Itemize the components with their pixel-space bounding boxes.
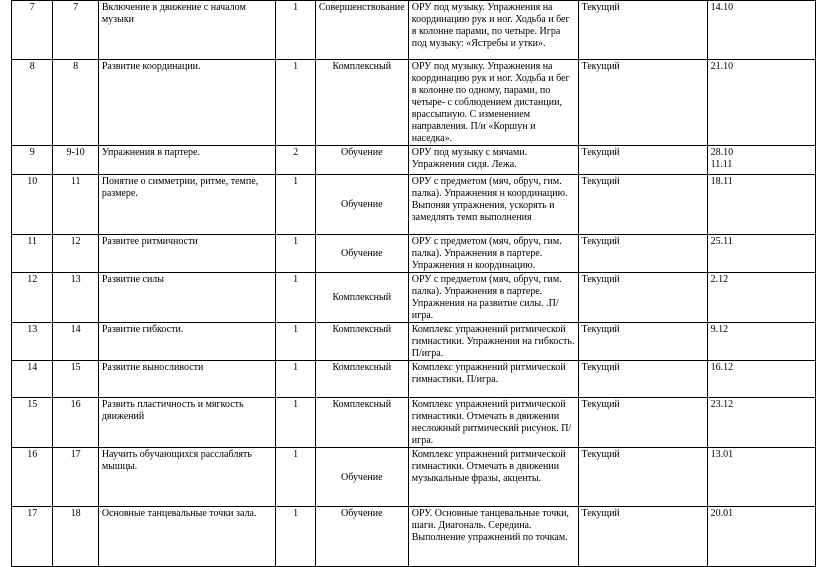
lesson-number: 15 [53,361,98,398]
lesson-topic: Понятие о симметрии, ритме, темпе, размере. [98,175,276,235]
table-row [12,361,816,398]
row-number: 13 [12,323,53,361]
control-type: Текущий [578,60,707,146]
control-type: Текущий [578,146,707,175]
table-row [12,235,816,273]
lesson-hours: 1 [276,361,315,398]
lesson-content: ОРУ. Основные танцевальные точки, шаги. Диагональ. Середина. Выполнение упражнений по точкам. [408,507,578,567]
lesson-number: 8 [53,60,98,146]
lesson-date: 16.12 [707,361,815,398]
lesson-date: 21.10 [707,60,815,146]
lesson-topic: Развитие силы [98,273,276,323]
lesson-number: 13 [53,273,98,323]
control-type: Текущий [578,507,707,567]
control-type: Текущий [578,448,707,507]
lesson-content: ОРУ под музыку с мячами. Упражнения сидя. Лежа. [408,146,578,175]
row-number: 17 [12,507,53,567]
lesson-hours: 1 [276,507,315,567]
lesson-date: 28.10 [710,147,734,158]
lesson-topic: Включение в движение с началом музыки [98,1,276,60]
lesson-date-second: 11.11 [710,159,733,170]
lesson-date: 20.01 [707,507,815,567]
lesson-number: 18 [53,507,98,567]
row-number: 8 [12,60,53,146]
table-row [12,507,816,567]
lesson-hours: 1 [276,448,315,507]
control-type: Текущий [578,235,707,273]
lesson-type: Комплексный [315,398,408,448]
lesson-type: Комплексный [315,323,408,361]
lesson-number: 16 [53,398,98,448]
lesson-date: 25.11 [707,235,815,273]
control-type: Текущий [578,323,707,361]
lesson-hours: 1 [276,175,315,235]
lesson-date: 9.12 [707,323,815,361]
lesson-number: 12 [53,235,98,273]
table-row [12,60,816,146]
row-number: 14 [12,361,53,398]
lesson-type: Комплексный [315,273,408,323]
control-type: Текущий [578,175,707,235]
lesson-topic: Развитие выносливости [98,361,276,398]
lesson-content: ОРУ с предметом (мяч, обруч, гим. палка). Упражнения в партере. Упражнения н координацию. [408,235,578,273]
lesson-topic: Развить пластичность и мягкость движений [98,398,276,448]
lesson-content: ОРУ с предметом (мяч, обруч, гим. палка). Упражнения н координацию. Выпоняя упражнения, ускорять и замедлять темп выполнения [408,175,578,235]
control-type: Текущий [578,398,707,448]
lesson-topic: Развитие координации. [98,60,276,146]
table-row [12,1,816,60]
lesson-type: Совершенствование [315,1,408,60]
lesson-type: Обучение [315,448,408,507]
lesson-number: 7 [53,1,98,60]
lesson-content: Комплекс упражнений ритмической гимнастики. Отмечать в движении несложный ритмический рисунок. П/игра. [408,398,578,448]
control-type: Текущий [578,273,707,323]
table-row [12,146,816,175]
lesson-date: 23.12 [707,398,815,448]
lesson-plan-table [11,0,816,567]
row-number: 12 [12,273,53,323]
lesson-date: 18.11 [707,175,815,235]
lesson-type: Обучение [315,235,408,273]
control-type: Текущий [578,1,707,60]
lesson-hours: 1 [276,1,315,60]
table-row [12,323,816,361]
row-number: 9 [12,146,53,175]
lesson-topic: Основные танцевальные точки зала. [98,507,276,567]
lesson-topic: Развитие гибкости. [98,323,276,361]
table-row [12,273,816,323]
lesson-content: Комплекс упражнений ритмической гимнастики. Упражнения на гибкость. П/игра. [408,323,578,361]
lesson-hours: 1 [276,398,315,448]
lesson-content: ОРУ под музыку. Упражнения на координацию рук и ног. Ходьба и бег в колонне по одному, парами, по четыре- с соблюдением дистанции, врассыпную. С изменением направления. П/и «Коршун и наседка». [408,60,578,146]
row-number: 16 [12,448,53,507]
lesson-hours: 1 [276,323,315,361]
table-row [12,175,816,235]
row-number: 15 [12,398,53,448]
row-number: 10 [12,175,53,235]
lesson-date: 13.01 [707,448,815,507]
lesson-hours: 1 [276,235,315,273]
lesson-type: Обучение [315,175,408,235]
lesson-dates [707,146,815,175]
lesson-number: 11 [53,175,98,235]
lesson-type: Комплексный [315,60,408,146]
lesson-hours: 1 [276,273,315,323]
row-number: 11 [12,235,53,273]
row-number: 7 [12,1,53,60]
lesson-date: 14.10 [707,1,815,60]
lesson-type: Обучение [315,507,408,567]
lesson-date: 2.12 [707,273,815,323]
lesson-content: ОРУ под музыку. Упражнения на координацию рук и ног. Ходьба и бег в колонне парами, по четыре. Игра под музыку: «Ястребы и утки». [408,1,578,60]
lesson-topic: Упражнения в партере. [98,146,276,175]
lesson-number: 17 [53,448,98,507]
lesson-content: Комплекс упражнений ритмической гимнастики. Отмечать в движении музыкальные фразы, акценты. [408,448,578,507]
table-row [12,448,816,507]
lesson-topic: Научить обучающихся расслаблять мышцы. [98,448,276,507]
lesson-hours: 2 [276,146,315,175]
table-row [12,398,816,448]
lesson-content: ОРУ с предметом (мяч, обруч, гим. палка). Упражнения в партере. Упражнения на развитие силы. .П/игра. [408,273,578,323]
lesson-type: Обучение [315,146,408,175]
lesson-content: Комплекс упражнений ритмической гимнастики. П/игра. [408,361,578,398]
control-type: Текущий [578,361,707,398]
lesson-hours: 1 [276,60,315,146]
lesson-number: 9-10 [53,146,98,175]
lesson-topic: Развитее ритмичности [98,235,276,273]
lesson-number: 14 [53,323,98,361]
lesson-type: Комплексный [315,361,408,398]
